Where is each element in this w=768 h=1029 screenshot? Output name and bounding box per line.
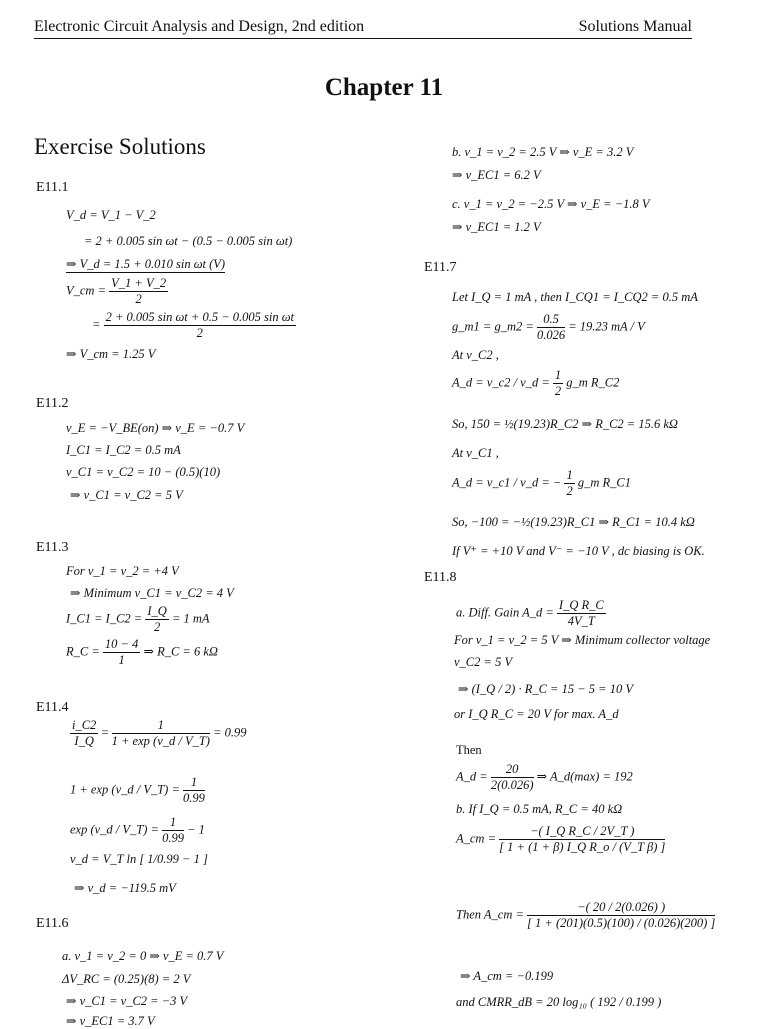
e11-8-l10-fraction (527, 900, 715, 931)
manual-label: Solutions Manual (578, 18, 692, 35)
e11-4-l2-fraction (183, 775, 205, 806)
e11-1-line-5 (92, 310, 296, 341)
e11-8-line-6: Then (456, 743, 482, 757)
e11-7-l2-fraction (537, 312, 565, 343)
chapter-title: Chapter 11 (324, 74, 444, 101)
e11-1-line-3: ⇒ V_d = 1.5 + 0.010 sin ωt (V) (66, 257, 226, 271)
e11-3-line-1: For v_1 = v_2 = +4 V (66, 564, 179, 578)
e11-7-l7-num: 1 (566, 468, 573, 482)
e11-3-l3-lhs: I_C1 = I_C2 = (66, 611, 143, 626)
e11-4-l2-den: 0.99 (183, 791, 205, 805)
e11-6-line-2: ΔV_RC = (0.25)(8) = 2 V (62, 972, 191, 986)
book-title: Electronic Circuit Analysis and Design, 2nd edition (34, 18, 365, 35)
e11-3-l3-den: 2 (153, 620, 161, 634)
e11-4-l1-rhs: = 0.99 (213, 725, 247, 740)
e11-8-l1-num: I_Q R_C (558, 598, 604, 612)
e11-7-line-7 (452, 468, 631, 499)
e11-8-l7-num: 20 (491, 762, 534, 778)
e11-7-l2-rhs: = 19.23 mA / V (568, 319, 645, 334)
e11-2-line-4: ⇒ v_C1 = v_C2 = 5 V (70, 488, 183, 502)
exercise-label-e11-6: E11.6 (36, 916, 69, 931)
e11-7-l2-lhs: g_m1 = g_m2 = (452, 319, 534, 334)
e11-8-line-5: or I_Q R_C = 20 V for max. A_d (454, 707, 619, 721)
e11-8-l7-den: 2(0.026) (490, 778, 534, 792)
e11-7-l4-rhs: g_m R_C2 (566, 375, 620, 390)
e11-7-l7-rhs: g_m R_C1 (577, 475, 631, 490)
e11-4-line-2 (70, 775, 205, 806)
e11-2-line-2: I_C1 = I_C2 = 0.5 mA (66, 443, 181, 457)
e11-4-l1-fraction (112, 718, 210, 749)
e11-4-l2-num: 1 (183, 775, 205, 791)
e11-4-l3-num: 1 (162, 815, 184, 831)
e11-6-line-4: ⇒ v_EC1 = 3.7 V (66, 1014, 155, 1028)
e11-3-line-4 (66, 637, 218, 668)
e11-4-line-3 (70, 815, 205, 846)
e11-7-line-4 (452, 368, 619, 399)
e11-1-l5-eq: = (92, 317, 101, 332)
e11-1-vcm-fraction (109, 276, 168, 307)
e11-8-line-10 (456, 900, 715, 931)
e11-8-line-2: For v_1 = v_2 = 5 V ⇒ Minimum collector voltage (454, 633, 711, 647)
e11-4-ratio-num: i_C2 (72, 718, 97, 732)
e11-6-line-3: ⇒ v_C1 = v_C2 = −3 V (66, 994, 188, 1008)
exercise-label-e11-3: E11.3 (36, 540, 69, 555)
e11-6-c-line-1: c. v_1 = v_2 = −2.5 V ⇒ v_E = −1.8 V (452, 197, 650, 211)
e11-2-line-1: v_E = −V_BE(on) ⇒ v_E = −0.7 V (66, 421, 245, 435)
e11-1-line-6: ⇒ V_cm = 1.25 V (66, 347, 156, 361)
e11-4-l3-rhs: − 1 (187, 822, 205, 837)
e11-6-b-line-2: ⇒ v_EC1 = 6.2 V (452, 168, 541, 182)
e11-8-l7-lhs: A_d = (456, 769, 488, 784)
e11-7-l7-fraction (564, 468, 574, 499)
e11-6-line-1: a. v_1 = v_2 = 0 ⇒ v_E = 0.7 V (62, 949, 224, 963)
e11-4-l3-fraction (162, 815, 184, 846)
e11-8-l9-den: [ 1 + (1 + β) I_Q R_o / (V_T β) ] (499, 840, 666, 854)
e11-8-l10-lhs: Then A_cm = (456, 907, 524, 922)
header-rule (34, 38, 692, 39)
e11-8-l7-fraction (491, 762, 534, 793)
e11-8-line-4: ⇒ (I_Q / 2) · R_C = 15 − 5 = 10 V (458, 682, 633, 696)
e11-4-line-4: v_d = V_T ln [ 1/0.99 − 1 ] (70, 852, 208, 866)
e11-3-line-2: ⇒ Minimum v_C1 = v_C2 = 4 V (70, 586, 234, 600)
e11-8-l9-fraction (499, 824, 665, 855)
e11-3-l4-fraction (103, 637, 140, 668)
e11-8-l10-num: −( 20 / 2(0.026) ) (527, 900, 715, 916)
e11-6-c-line-2: ⇒ v_EC1 = 1.2 V (452, 220, 541, 234)
e11-3-l4-lhs: R_C = (66, 644, 100, 659)
e11-7-line-5: So, 150 = ½(19.23)R_C2 ⇒ R_C2 = 15.6 kΩ (452, 417, 678, 431)
e11-7-l4-num: 1 (554, 368, 562, 382)
e11-8-line-1 (456, 598, 606, 629)
e11-7-line-3: At v_C2 , (452, 348, 499, 362)
e11-7-l4-fraction (553, 368, 563, 399)
e11-1-l5-den: 2 (196, 326, 203, 340)
e11-7-l4-den: 2 (554, 384, 562, 398)
e11-7-line-1: Let I_Q = 1 mA , then I_CQ1 = I_CQ2 = 0.5 mA (452, 290, 698, 304)
e11-1-vcm-lhs: V_cm = (66, 283, 107, 298)
e11-7-l7-lhs: A_d = v_c1 / v_d = − (452, 475, 562, 490)
e11-7-line-8: So, −100 = −½(19.23)R_C1 ⇒ R_C1 = 10.4 kΩ (452, 515, 695, 529)
e11-4-l1-num: 1 (112, 718, 210, 734)
e11-8-line-12: and CMRR_dB = 20 log₁₀ ( 192 / 0.199 ) (456, 995, 662, 1009)
e11-7-line-2 (452, 312, 645, 343)
exercise-label-e11-7: E11.7 (424, 260, 457, 275)
exercise-label-e11-4: E11.4 (36, 700, 69, 715)
e11-2-line-3: v_C1 = v_C2 = 10 − (0.5)(10) (66, 465, 221, 479)
section-title: Exercise Solutions (34, 134, 206, 159)
e11-8-l10-den: [ 1 + (201)(0.5)(100) / (0.026)(200) ] (527, 916, 716, 930)
e11-4-ratio-fraction (70, 718, 98, 749)
e11-8-line-7 (456, 762, 633, 793)
e11-3-l3-fraction (145, 604, 168, 635)
e11-4-l1-den: 1 + exp (v_d / V_T) (111, 734, 210, 748)
e11-8-l9-num: −( I_Q R_C / 2V_T ) (499, 824, 665, 840)
e11-7-l4-lhs: A_d = v_c2 / v_d = (452, 375, 550, 390)
exercise-label-e11-8: E11.8 (424, 570, 457, 585)
e11-3-l3-num: I_Q (147, 604, 167, 618)
e11-3-l4-num: 10 − 4 (104, 637, 139, 651)
e11-8-line-8: b. If I_Q = 0.5 mA, R_C = 40 kΩ (456, 802, 623, 816)
e11-1-l5-fraction (104, 310, 296, 341)
e11-8-l9-lhs: A_cm = (456, 831, 497, 846)
e11-1-line-2: = 2 + 0.005 sin ωt − (0.5 − 0.005 sin ωt) (84, 234, 293, 248)
e11-7-line-6: At v_C1 , (452, 446, 499, 460)
exercise-label-e11-1: E11.1 (36, 180, 69, 195)
e11-1-line-1: V_d = V_1 − V_2 (66, 208, 156, 222)
e11-4-l2-lhs: 1 + exp (v_d / V_T) = (70, 782, 180, 797)
e11-1-vcm-num: V_1 + V_2 (111, 276, 167, 290)
exercise-label-e11-2: E11.2 (36, 396, 69, 411)
e11-7-line-9: If V⁺ = +10 V and V⁻ = −10 V , dc biasing is OK. (452, 544, 705, 558)
e11-8-line-9 (456, 824, 665, 855)
e11-7-l2-den: 0.026 (536, 328, 566, 342)
e11-4-ratio-den: I_Q (74, 734, 94, 748)
e11-4-l3-den: 0.99 (162, 831, 184, 845)
e11-3-l4-rhs: ⇒ R_C = 6 kΩ (143, 644, 218, 659)
e11-4-l3-lhs: exp (v_d / V_T) = (70, 822, 159, 837)
e11-1-l5-num: 2 + 0.005 sin ωt + 0.5 − 0.005 sin ωt (105, 310, 295, 324)
e11-1-vcm-den: 2 (135, 292, 142, 306)
e11-8-l1-den: 4V_T (567, 614, 595, 628)
e11-7-l2-num: 0.5 (537, 312, 565, 328)
e11-4-line-5: ⇒ v_d = −119.5 mV (74, 881, 176, 895)
e11-8-l1-fraction (557, 598, 606, 629)
e11-4-line-1: $\frac{i\_C2}{I\_Q}$ = $\frac{1}{1 + \exp (v\_d / V\_T)}$ = 0.99 (72, 718, 247, 748)
e11-3-l4-den: 1 (118, 653, 125, 667)
e11-6-b-line-1: b. v_1 = v_2 = 2.5 V ⇒ v_E = 3.2 V (452, 145, 634, 159)
e11-8-line-3: v_C2 = 5 V (454, 655, 513, 669)
e11-7-l7-den: 2 (566, 484, 573, 498)
e11-8-line-11: ⇒ A_cm = −0.199 (460, 969, 554, 983)
e11-8-l1-lhs: a. Diff. Gain A_d = (456, 605, 554, 620)
e11-8-l7-rhs: ⇒ A_d(max) = 192 (536, 769, 633, 784)
e11-1-line-4 (66, 276, 168, 307)
e11-3-l3-rhs: = 1 mA (171, 611, 210, 626)
e11-3-line-3 (66, 604, 210, 635)
